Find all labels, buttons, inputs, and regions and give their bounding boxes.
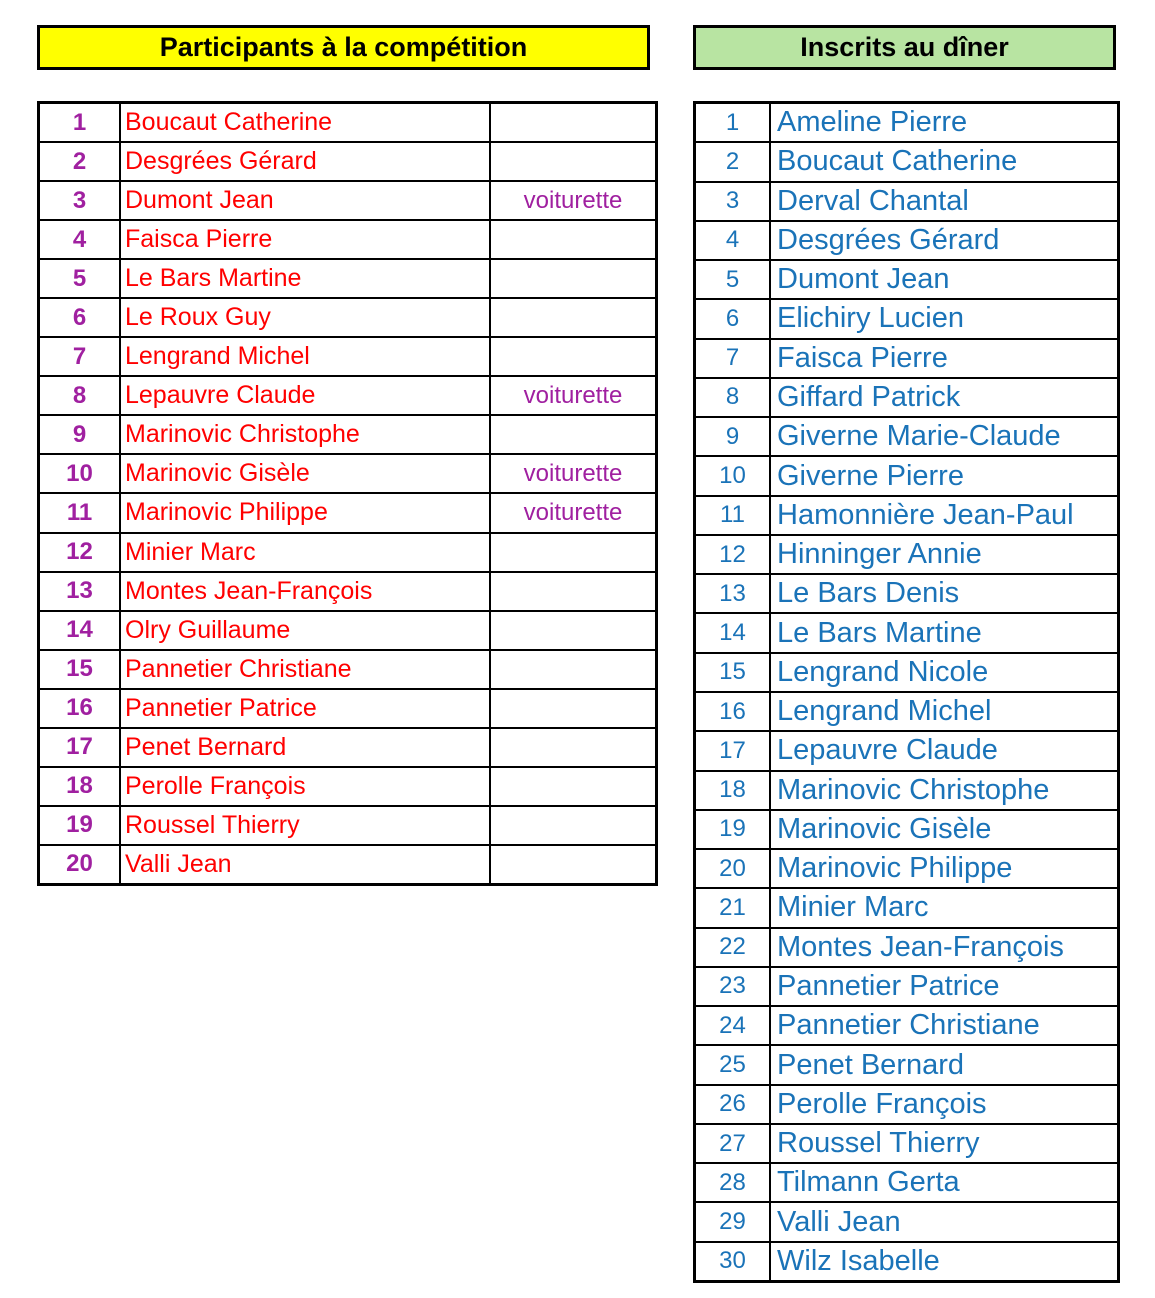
dinner-row <box>695 299 1119 338</box>
competition-name-cell: Faisca Pierre <box>120 220 490 259</box>
dinner-row <box>695 339 1119 378</box>
competition-num-cell: 20 <box>39 845 121 885</box>
dinner-num-cell: 17 <box>695 731 771 770</box>
dinner-name-cell: Marinovic Philippe <box>770 849 1119 888</box>
competition-name-cell: Desgrées Gérard <box>120 142 490 181</box>
dinner-num-cell: 11 <box>695 496 771 535</box>
competition-note-cell: voiturette <box>490 454 657 493</box>
dinner-name-cell: Valli Jean <box>770 1202 1119 1241</box>
dinner-name-cell: Montes Jean-François <box>770 928 1119 967</box>
competition-row <box>39 337 657 376</box>
competition-name-cell: Marinovic Philippe <box>120 493 490 532</box>
dinner-row <box>695 221 1119 260</box>
dinner-num-cell: 16 <box>695 692 771 731</box>
competition-row <box>39 493 657 532</box>
competition-name-cell: Marinovic Christophe <box>120 415 490 454</box>
competition-row <box>39 572 657 611</box>
dinner-num-cell: 26 <box>695 1085 771 1124</box>
dinner-name-cell: Marinovic Christophe <box>770 771 1119 810</box>
competition-note-cell <box>490 767 657 806</box>
dinner-name-cell: Roussel Thierry <box>770 1124 1119 1163</box>
dinner-name-cell: Boucaut Catherine <box>770 142 1119 181</box>
dinner-num-cell: 3 <box>695 182 771 221</box>
dinner-row <box>695 496 1119 535</box>
dinner-name-cell: Giverne Pierre <box>770 456 1119 495</box>
dinner-row <box>695 535 1119 574</box>
competition-name-cell: Penet Bernard <box>120 728 490 767</box>
dinner-num-cell: 22 <box>695 928 771 967</box>
dinner-row <box>695 692 1119 731</box>
competition-table <box>37 101 658 886</box>
competition-row <box>39 845 657 885</box>
dinner-name-cell: Le Bars Denis <box>770 574 1119 613</box>
competition-row <box>39 728 657 767</box>
dinner-name-cell: Dumont Jean <box>770 260 1119 299</box>
dinner-row <box>695 417 1119 456</box>
competition-note-cell <box>490 415 657 454</box>
competition-note-cell <box>490 298 657 337</box>
competition-row <box>39 806 657 845</box>
dinner-num-cell: 14 <box>695 613 771 652</box>
dinner-num-cell: 13 <box>695 574 771 613</box>
competition-row <box>39 298 657 337</box>
dinner-num-cell: 15 <box>695 653 771 692</box>
dinner-name-cell: Hamonnière Jean-Paul <box>770 496 1119 535</box>
competition-note-cell <box>490 337 657 376</box>
dinner-num-cell: 8 <box>695 378 771 417</box>
dinner-name-cell: Marinovic Gisèle <box>770 810 1119 849</box>
competition-name-cell: Boucaut Catherine <box>120 103 490 143</box>
dinner-row <box>695 1242 1119 1282</box>
competition-row <box>39 181 657 220</box>
competition-name-cell: Lepauvre Claude <box>120 376 490 415</box>
competition-row <box>39 142 657 181</box>
dinner-row <box>695 771 1119 810</box>
dinner-name-cell: Pannetier Christiane <box>770 1006 1119 1045</box>
dinner-num-cell: 21 <box>695 888 771 927</box>
dinner-name-cell: Perolle François <box>770 1085 1119 1124</box>
dinner-num-cell: 10 <box>695 456 771 495</box>
competition-name-cell: Olry Guillaume <box>120 611 490 650</box>
dinner-num-cell: 7 <box>695 339 771 378</box>
dinner-row <box>695 1006 1119 1045</box>
dinner-num-cell: 20 <box>695 849 771 888</box>
dinner-num-cell: 2 <box>695 142 771 181</box>
dinner-num-cell: 9 <box>695 417 771 456</box>
competition-name-cell: Montes Jean-François <box>120 572 490 611</box>
competition-num-cell: 7 <box>39 337 121 376</box>
competition-name-cell: Valli Jean <box>120 845 490 885</box>
competition-num-cell: 4 <box>39 220 121 259</box>
competition-row <box>39 689 657 728</box>
dinner-row <box>695 378 1119 417</box>
competition-num-cell: 10 <box>39 454 121 493</box>
competition-row <box>39 767 657 806</box>
competition-row <box>39 650 657 689</box>
dinner-row <box>695 928 1119 967</box>
dinner-row <box>695 574 1119 613</box>
dinner-num-cell: 6 <box>695 299 771 338</box>
dinner-row <box>695 142 1119 181</box>
competition-num-cell: 6 <box>39 298 121 337</box>
dinner-num-cell: 25 <box>695 1045 771 1084</box>
competition-note-cell <box>490 650 657 689</box>
dinner-name-cell: Le Bars Martine <box>770 613 1119 652</box>
dinner-num-cell: 24 <box>695 1006 771 1045</box>
competition-num-cell: 13 <box>39 572 121 611</box>
competition-note-cell <box>490 689 657 728</box>
competition-row <box>39 533 657 572</box>
competition-row <box>39 454 657 493</box>
dinner-num-cell: 28 <box>695 1163 771 1202</box>
dinner-num-cell: 30 <box>695 1242 771 1282</box>
competition-num-cell: 1 <box>39 103 121 143</box>
competition-num-cell: 9 <box>39 415 121 454</box>
dinner-row <box>695 967 1119 1006</box>
dinner-name-cell: Giverne Marie-Claude <box>770 417 1119 456</box>
dinner-num-cell: 4 <box>695 221 771 260</box>
competition-num-cell: 8 <box>39 376 121 415</box>
competition-note-cell: voiturette <box>490 181 657 220</box>
dinner-name-cell: Wilz Isabelle <box>770 1242 1119 1282</box>
dinner-num-cell: 19 <box>695 810 771 849</box>
competition-num-cell: 3 <box>39 181 121 220</box>
competition-name-cell: Minier Marc <box>120 533 490 572</box>
dinner-num-cell: 1 <box>695 103 771 143</box>
competition-num-cell: 16 <box>39 689 121 728</box>
competition-name-cell: Roussel Thierry <box>120 806 490 845</box>
competition-note-cell <box>490 142 657 181</box>
dinner-name-cell: Lengrand Nicole <box>770 653 1119 692</box>
competition-num-cell: 2 <box>39 142 121 181</box>
dinner-name-cell: Ameline Pierre <box>770 103 1119 143</box>
competition-name-cell: Le Bars Martine <box>120 259 490 298</box>
competition-note-cell <box>490 259 657 298</box>
dinner-row <box>695 1124 1119 1163</box>
competition-row <box>39 611 657 650</box>
dinner-row <box>695 1163 1119 1202</box>
dinner-num-cell: 12 <box>695 535 771 574</box>
competition-name-cell: Pannetier Christiane <box>120 650 490 689</box>
dinner-table <box>693 101 1120 1283</box>
competition-num-cell: 5 <box>39 259 121 298</box>
dinner-row <box>695 260 1119 299</box>
competition-name-cell: Le Roux Guy <box>120 298 490 337</box>
competition-num-cell: 18 <box>39 767 121 806</box>
dinner-row <box>695 849 1119 888</box>
dinner-name-cell: Lepauvre Claude <box>770 731 1119 770</box>
competition-name-cell: Marinovic Gisèle <box>120 454 490 493</box>
dinner-name-cell: Lengrand Michel <box>770 692 1119 731</box>
competition-row <box>39 376 657 415</box>
dinner-row <box>695 731 1119 770</box>
competition-name-cell: Lengrand Michel <box>120 337 490 376</box>
competition-note-cell <box>490 845 657 885</box>
competition-name-cell: Pannetier Patrice <box>120 689 490 728</box>
dinner-row <box>695 1045 1119 1084</box>
dinner-num-cell: 27 <box>695 1124 771 1163</box>
competition-num-cell: 11 <box>39 493 121 532</box>
dinner-name-cell: Tilmann Gerta <box>770 1163 1119 1202</box>
competition-row <box>39 103 657 143</box>
competition-num-cell: 17 <box>39 728 121 767</box>
competition-note-cell: voiturette <box>490 493 657 532</box>
dinner-name-cell: Giffard Patrick <box>770 378 1119 417</box>
dinner-row <box>695 810 1119 849</box>
dinner-row <box>695 1202 1119 1241</box>
competition-name-cell: Dumont Jean <box>120 181 490 220</box>
dinner-name-cell: Elichiry Lucien <box>770 299 1119 338</box>
competition-note-cell <box>490 572 657 611</box>
dinner-row <box>695 888 1119 927</box>
dinner-row <box>695 103 1119 143</box>
competition-num-cell: 19 <box>39 806 121 845</box>
dinner-title: Inscrits au dîner <box>693 25 1116 70</box>
competition-title: Participants à la compétition <box>37 25 650 70</box>
dinner-row <box>695 182 1119 221</box>
dinner-name-cell: Derval Chantal <box>770 182 1119 221</box>
dinner-row <box>695 1085 1119 1124</box>
dinner-name-cell: Desgrées Gérard <box>770 221 1119 260</box>
dinner-row <box>695 613 1119 652</box>
competition-note-cell <box>490 728 657 767</box>
dinner-num-cell: 29 <box>695 1202 771 1241</box>
competition-num-cell: 14 <box>39 611 121 650</box>
competition-num-cell: 15 <box>39 650 121 689</box>
competition-note-cell <box>490 806 657 845</box>
competition-note-cell <box>490 533 657 572</box>
competition-note-cell <box>490 103 657 143</box>
competition-name-cell: Perolle François <box>120 767 490 806</box>
competition-row <box>39 259 657 298</box>
dinner-num-cell: 18 <box>695 771 771 810</box>
competition-note-cell: voiturette <box>490 376 657 415</box>
competition-num-cell: 12 <box>39 533 121 572</box>
dinner-row <box>695 456 1119 495</box>
dinner-name-cell: Hinninger Annie <box>770 535 1119 574</box>
competition-row <box>39 220 657 259</box>
dinner-name-cell: Faisca Pierre <box>770 339 1119 378</box>
dinner-row <box>695 653 1119 692</box>
dinner-num-cell: 23 <box>695 967 771 1006</box>
dinner-name-cell: Minier Marc <box>770 888 1119 927</box>
competition-note-cell <box>490 220 657 259</box>
dinner-name-cell: Penet Bernard <box>770 1045 1119 1084</box>
competition-note-cell <box>490 611 657 650</box>
dinner-name-cell: Pannetier Patrice <box>770 967 1119 1006</box>
dinner-num-cell: 5 <box>695 260 771 299</box>
competition-row <box>39 415 657 454</box>
